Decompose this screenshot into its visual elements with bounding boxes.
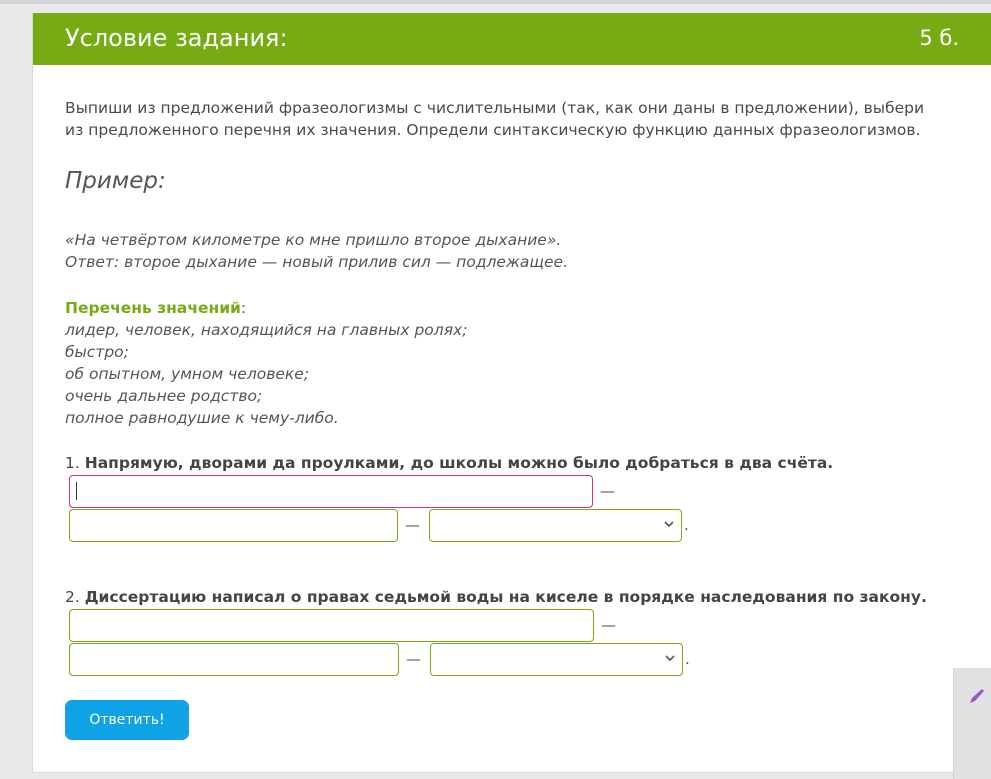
question-1-dash-2: — (405, 516, 420, 534)
question-2-phrase-input[interactable] (69, 609, 594, 642)
task-instruction: Выпиши из предложений фразеологизмы с числительными (так, как они даны в предложении), выбери из предложенного перечня их значения. Определи синтаксическую функцию данных фразеологизмов. (65, 99, 925, 139)
example-answer: Ответ: второе дыхание — новый прилив сил — подлежащее. (65, 253, 569, 271)
example-heading: Пример: (65, 168, 166, 194)
side-tool-panel (953, 668, 991, 779)
question-1-text (65, 452, 833, 474)
top-bar (0, 0, 991, 4)
meaning-item: полное равнодушие к чему-либо. (65, 409, 339, 427)
question-2-number: 2. (65, 588, 80, 606)
task-card (32, 13, 991, 773)
question-1-dash-1: — (600, 482, 615, 500)
meaning-item: об опытном, умном человеке; (65, 365, 309, 383)
meanings-list (65, 297, 467, 429)
text-caret (76, 482, 77, 500)
question-1-period: . (684, 516, 689, 534)
meanings-colon: : (240, 299, 247, 317)
task-instruction-block (65, 97, 945, 141)
meanings-title: Перечень значений (65, 299, 241, 317)
question-1-phrase-input[interactable] (69, 475, 593, 508)
question-2-sentence: Диссертацию написал о правах седьмой воды на киселе в порядке наследования по закону. (84, 588, 927, 606)
question-1-number: 1. (65, 454, 80, 472)
question-2-function-select[interactable] (430, 643, 683, 676)
question-1-meaning-input[interactable] (69, 509, 398, 542)
meaning-item: очень дальнее родство; (65, 387, 263, 405)
question-2-dash-2: — (406, 650, 421, 668)
example-block (65, 229, 568, 273)
question-2-text (65, 586, 927, 608)
submit-button[interactable]: Ответить! (65, 700, 189, 740)
question-1-sentence: Напрямую, дворами да проулками, до школы можно было добраться в два счёта. (84, 454, 834, 472)
task-header (33, 13, 991, 65)
chevron-down-icon (664, 652, 676, 664)
question-1-function-select[interactable] (429, 509, 682, 542)
chevron-down-icon (663, 518, 675, 530)
question-2-dash-1: — (601, 616, 616, 634)
question-2-period: . (685, 650, 690, 668)
example-sentence: «На четвёртом километре ко мне пришло второе дыхание». (65, 231, 562, 249)
task-title: Условие задания: (65, 24, 288, 52)
meaning-item: лидер, человек, находящийся на главных ролях; (65, 321, 468, 339)
task-points: 5 б. (919, 26, 959, 50)
pen-icon[interactable] (968, 687, 986, 705)
question-2-meaning-input[interactable] (69, 643, 399, 676)
meaning-item: быстро; (65, 343, 129, 361)
